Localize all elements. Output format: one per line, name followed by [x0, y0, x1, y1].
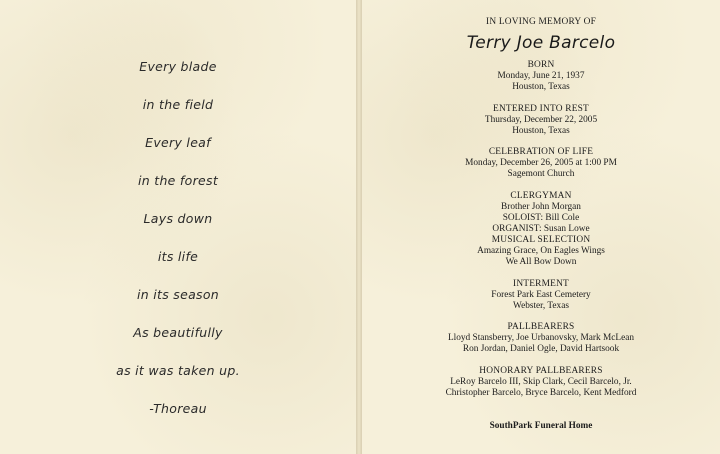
poem-line: as it was taken up. [116, 363, 240, 378]
soloist-line: SOLOIST: Bill Cole [502, 213, 580, 223]
honorary-pallbearers-line: Christopher Barcelo, Bryce Barcelo, Kent Medford [445, 388, 637, 398]
poem-line: Lays down [143, 211, 213, 226]
rest-heading: ENTERED INTO REST [493, 104, 589, 114]
poem-line: in its season [136, 287, 220, 302]
left-page [0, 0, 356, 454]
poem-line: in the forest [137, 173, 219, 188]
born-place: Houston, Texas [512, 82, 570, 92]
organist-line: ORGANIST: Susan Lowe [492, 224, 590, 234]
pallbearers-line: Ron Jordan, Daniel Ogle, David Hartsook [462, 344, 620, 354]
celebration-date: Monday, December 26, 2005 at 1:00 PM [465, 158, 617, 168]
interment-heading: INTERMENT [513, 279, 569, 289]
interment-city: Webster, Texas [513, 301, 569, 311]
right-page [362, 0, 720, 454]
celebration-place: Sagemont Church [507, 169, 575, 179]
song-line: Amazing Grace, On Eagles Wings [477, 246, 605, 256]
poem-line: in the field [142, 97, 214, 112]
rest-date: Thursday, December 22, 2005 [484, 115, 598, 125]
rest-place: Houston, Texas [512, 126, 570, 136]
memorial-header: IN LOVING MEMORY OF [486, 17, 596, 27]
poem-line: Every blade [139, 59, 217, 74]
poem-attribution: -Thoreau [149, 401, 207, 416]
celebration-heading: CELEBRATION OF LIFE [488, 147, 594, 157]
deceased-name: Terry Joe Barcelo [466, 33, 616, 53]
poem-line: Every leaf [145, 135, 211, 150]
clergy-heading: CLERGYMAN [510, 191, 572, 201]
poem-line: As beautifully [133, 325, 223, 340]
song-line: We All Bow Down [505, 257, 577, 267]
funeral-home: SouthPark Funeral Home [489, 421, 593, 431]
clergyman-name: Brother John Morgan [501, 202, 581, 212]
musical-selection-heading: MUSICAL SELECTION [491, 235, 591, 245]
poem-line: its life [157, 249, 199, 264]
honorary-pallbearers-line: LeRoy Barcelo III, Skip Clark, Cecil Barcelo, Jr. [450, 377, 632, 387]
honorary-pallbearers-heading: HONORARY PALLBEARERS [479, 366, 603, 376]
born-heading: BORN [527, 60, 555, 70]
interment-place: Forest Park East Cemetery [491, 290, 591, 300]
pallbearers-line: Lloyd Stansberry, Joe Urbanovsky, Mark McLean [448, 333, 634, 343]
born-date: Monday, June 21, 1937 [497, 71, 585, 81]
pallbearers-heading: PALLBEARERS [507, 322, 575, 332]
